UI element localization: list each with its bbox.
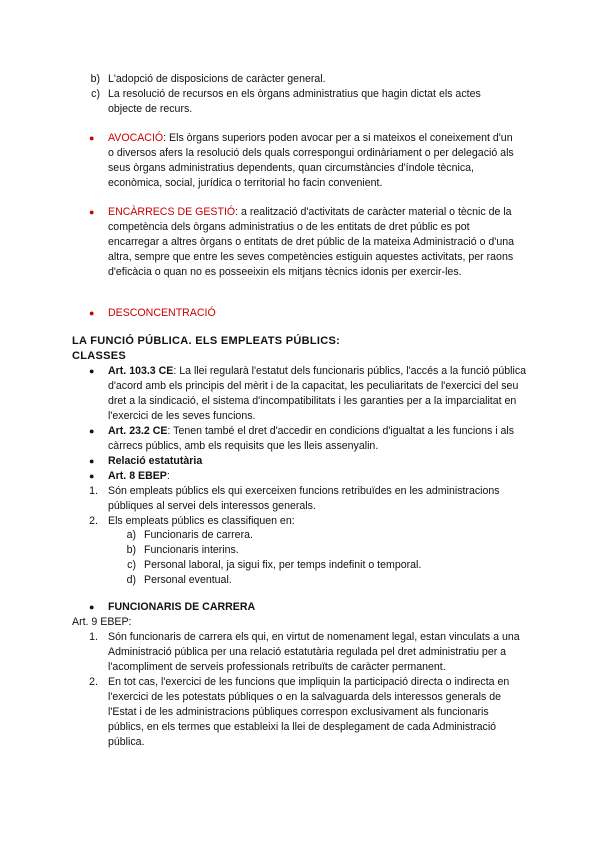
art9-label: Art. 9 EBEP: <box>72 616 132 628</box>
list-item: ● Art. 23.2 CE: Tenen també el dret d'accedir en condicions d'igualtat a les funcions i als càrrecs públics, amb els requisits que les lleis assenyalin. <box>89 425 515 452</box>
bullet-icon: ● <box>89 471 95 481</box>
ebep9-list <box>0 630 600 750</box>
bullet-icon: ● <box>89 207 95 217</box>
list-item: 2. En tot cas, l'exercici de les funcions que impliquin la participació directa o indirecta en l'exercici de les potestats públiques o en la salvaguarda dels interessos generals de l'Estat i de les administracions públiques correspon exclusivament als funcionaris públics, en els termes que estableixi la llei de desplegament de cada Administració pública. <box>89 676 510 748</box>
list-item: 1. Són funcionaris de carrera els qui, en virtut de nomenament legal, estan vinculats a una Administració pública per una relació estatutària regulada pel dret administratiu per a l'acompliment de serveis professionals retribuïts de caràcter permanent. <box>89 631 520 673</box>
classes-list <box>0 528 600 588</box>
bullet-icon: ● <box>89 426 95 436</box>
concept-text: : Els òrgans superiors poden avocar per a si mateixos el coneixement d'un o diversos afers la resolució dels quals correspongui ordinàriament o per delegació als seus òrgans administratius dependents, quan circumstàncies d'índole tècnica, econòmica, social, jurídica o territorial ho facin convenient. <box>108 132 514 189</box>
list-item: c) Personal laboral, ja sigui fix, per temps indefinit o temporal. <box>127 559 422 571</box>
bullet-icon: ● <box>89 308 95 318</box>
list-item: d) Personal eventual. <box>126 574 232 586</box>
bullet-icon: ● <box>89 602 95 612</box>
list-item: ● Art. 8 EBEP: <box>89 470 170 482</box>
bullet-icon: ● <box>89 366 95 376</box>
list-item: 1. Són empleats públics els qui exerceixen funcions retribuïdes en les administracions públiques al servei dels interessos generals. <box>89 485 500 512</box>
bullet-icon: ● <box>89 133 95 143</box>
career-heading: ● FUNCIONARIS DE CARRERA <box>89 601 256 613</box>
list-item: ● Art. 103.3 CE: La llei regularà l'estatut dels funcionaris públics, l'accés a la funció pública d'acord amb els principis del mèrit i de la capacitat, les peculiaritats de l'exercici del seu dret a la sindicació, el sistema d'incompatibilitats i les garanties per a la imparcialitat en l'exercici de les seves funcions. <box>89 365 527 422</box>
list-item: c) La resolució de recursos en els òrgans administratius que hagin dictat els actes objecte de recurs. <box>91 88 481 115</box>
section-heading: LA FUNCIÓ PÚBLICA. ELS EMPLEATS PÚBLICS: CLASSES <box>72 335 341 362</box>
bullet-icon: ● <box>89 456 95 466</box>
concept-term: AVOCACIÓ <box>108 132 164 144</box>
ebep8-list <box>0 484 600 529</box>
concept-text: : a realització d'activitats de caràcter material o tècnic de la competència dels òrgans administratius o de les entitats de dret públic es pot encarregar a altres òrgans o entitats de dret públic de la mateixa Administració o d'una altra, sempre que entre les seves competències estiguin aquestes activitats, per raons d'eficàcia o quan no es posseeixin els mitjans tècnics idonis per exercir-les. <box>108 206 514 278</box>
concept-term: ENCÀRRECS DE GESTIÓ <box>108 206 236 218</box>
top-list <box>0 72 600 117</box>
list-item: b) Funcionaris interins. <box>126 544 239 556</box>
list-item: b) L'adopció de disposicions de caràcter general. <box>90 73 326 85</box>
list-item: ● Relació estatutària <box>89 455 203 467</box>
list-item: 2. Els empleats públics es classifiquen en: <box>89 515 295 527</box>
concept-desconcentracio <box>0 306 600 321</box>
concept-avocacio <box>0 131 600 191</box>
concept-encarrecs <box>0 205 600 280</box>
list-item: a) Funcionaris de carrera. <box>126 529 253 541</box>
concept-term: DESCONCENTRACIÓ <box>108 307 216 319</box>
articles-list <box>0 364 600 484</box>
